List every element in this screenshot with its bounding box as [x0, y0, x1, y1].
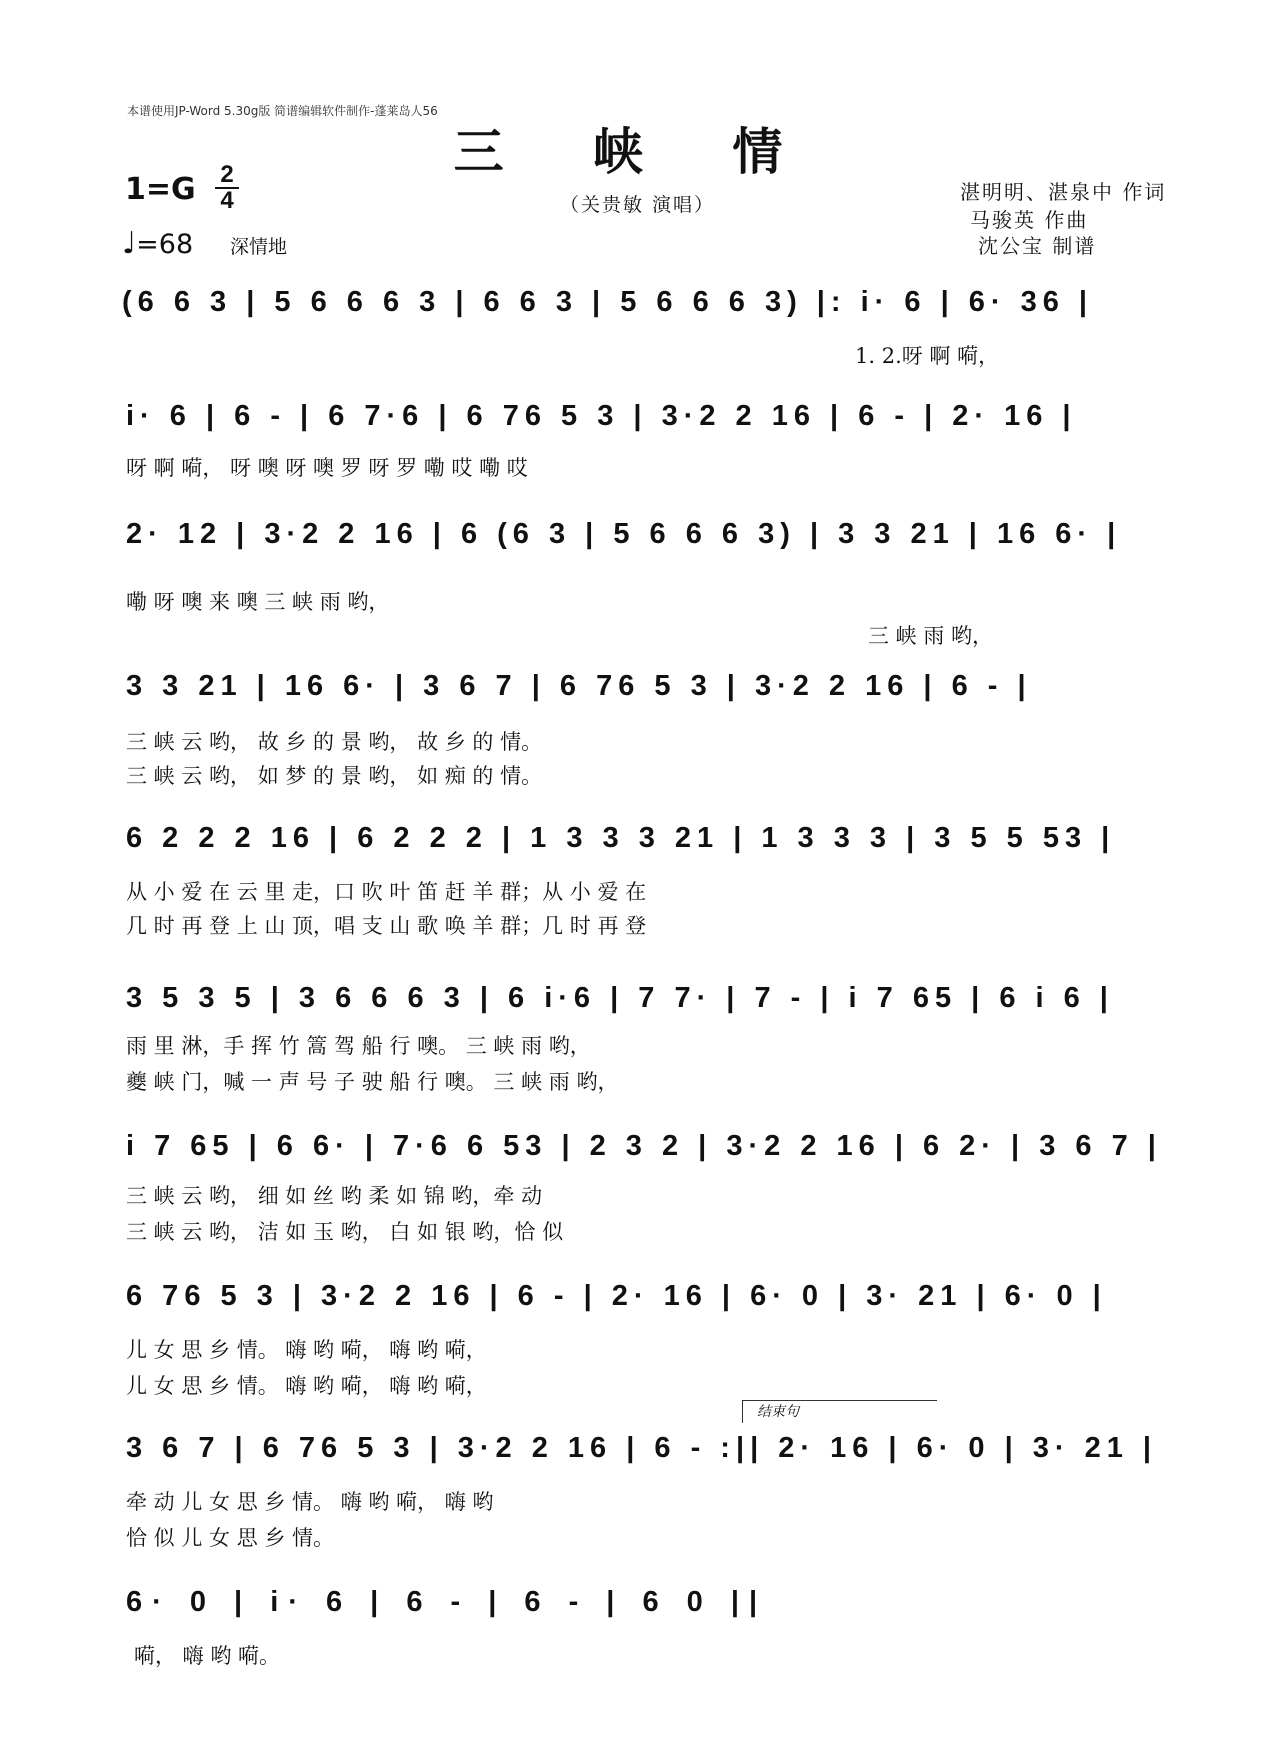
- song-title: 三 峡 情: [453, 122, 819, 181]
- lyrics-verse-2: 恰 似 儿 女 思 乡 情。: [126, 1526, 335, 1550]
- staff-row-5: [0, 818, 1272, 858]
- lyrics-verse-1: 儿 女 思 乡 情。 嗨 哟 嗬， 嗨 哟 嗬，: [126, 1338, 487, 1362]
- lyrics-verse-1: 呀 啊 嗬， 呀 噢 呀 噢 罗 呀 罗 嘞 哎 嘞 哎: [126, 456, 528, 480]
- lyrics-verse-1: 1. 2.呀 啊 嗬，: [855, 344, 1000, 368]
- lyrics-verse-2: 三 峡 云 哟， 洁 如 玉 哟， 白 如 银 哟，恰 似: [126, 1220, 564, 1244]
- quarter-note-icon: ♩: [122, 226, 137, 261]
- time-bottom: 4: [220, 187, 234, 214]
- notation-line: 2· 12 | 3·2 2 16 | 6 (6 3 | 5 6 6 6 3) | 3 3 21 | 16 6· |: [126, 518, 1122, 550]
- staff-row-8: [0, 1276, 1272, 1316]
- staff-row-7: [0, 1126, 1272, 1166]
- time-top: 2: [220, 161, 234, 188]
- staff-row-6: [0, 978, 1272, 1018]
- software-credit: 本谱使用JP-Word 5.30g版 简谱编辑软件制作-蓬莱岛人56: [127, 104, 438, 118]
- notation-line: 6 76 5 3 | 3·2 2 16 | 6 - | 2· 16 | 6· 0 | 3· 21 | 6· 0 |: [126, 1280, 1107, 1312]
- notation-line: 3 5 3 5 | 3 6 6 6 3 | 6 i·6 | 7 7· | 7 - | i 7 65 | 6 i 6 |: [126, 982, 1114, 1014]
- lyrics-verse-1: 嘞 呀 噢 来 噢 三 峡 雨 哟，: [126, 590, 390, 614]
- lyrics-verse-2: 几 时 再 登 上 山 顶，唱 支 山 歌 唤 羊 群；几 时 再 登: [126, 914, 647, 938]
- notation-line: i· 6 | 6 - | 6 7·6 | 6 76 5 3 | 3·2 2 16 | 6 - | 2· 16 |: [126, 400, 1077, 432]
- staff-row-10: [0, 1582, 1272, 1622]
- staff-row-2: [0, 396, 1272, 436]
- notation-line: (6 6 3 | 5 6 6 6 3 | 6 6 3 | 5 6 6 6 3) |: i· 6 | 6· 36 |: [122, 286, 1094, 318]
- lyrics-verse-1: 雨 里 淋，手 挥 竹 篙 驾 船 行 噢。 三 峡 雨 哟，: [126, 1034, 591, 1058]
- key-signature: 1=G: [125, 172, 196, 207]
- tempo-marking: [122, 226, 193, 261]
- lyrics-verse-2: 儿 女 思 乡 情。 嗨 哟 嗬， 嗨 哟 嗬，: [126, 1374, 487, 1398]
- notation-line: 3 3 21 | 16 6· | 3 6 7 | 6 76 5 3 | 3·2 2 16 | 6 - |: [126, 670, 1032, 702]
- staff-row-1: [0, 282, 1272, 322]
- staff-row-4: [0, 666, 1272, 706]
- notation-line: 6 2 2 2 16 | 6 2 2 2 | 1 3 3 3 21 | 1 3 3 3 | 3 5 5 53 |: [126, 822, 1116, 854]
- arranger-credit: 沈公宝 制谱: [978, 234, 1097, 258]
- lyrics-verse-1: 三 峡 云 哟， 故 乡 的 景 哟， 故 乡 的 情。: [126, 730, 543, 754]
- composer-credit: 马骏英 作曲: [970, 208, 1089, 232]
- lyrics-verse-1: 嗬， 嗨 哟 嗬。: [134, 1644, 281, 1668]
- lyrics-verse-2: 三 峡 云 哟， 如 梦 的 景 哟， 如 痴 的 情。: [126, 764, 543, 788]
- lyrics-verse-1: 牵 动 儿 女 思 乡 情。 嗨 哟 嗬， 嗨 哟: [126, 1490, 494, 1514]
- staff-row-9: [0, 1428, 1272, 1468]
- lyrics-verse-1: 三 峡 云 哟， 细 如 丝 哟 柔 如 锦 哟，牵 动: [126, 1184, 543, 1208]
- lyrics-verse-1: 从 小 爱 在 云 里 走，口 吹 叶 笛 赶 羊 群；从 小 爱 在: [126, 880, 647, 904]
- lyrics-verse-2: 夔 峡 门，喊 一 声 号 子 驶 船 行 噢。 三 峡 雨 哟，: [126, 1070, 619, 1094]
- lyrics-verse-2: 三 峡 雨 哟，: [868, 624, 994, 648]
- staff-row-3: [0, 514, 1272, 554]
- lyricist-credit: 湛明明、湛泉中 作词: [960, 180, 1167, 204]
- notation-line: 3 6 7 | 6 76 5 3 | 3·2 2 16 | 6 - :|| 2· 16 | 6· 0 | 3· 21 |: [126, 1432, 1158, 1464]
- tempo-value: =68: [136, 229, 194, 260]
- time-signature: [215, 161, 239, 214]
- expression-marking: 深情地: [230, 236, 288, 258]
- notation-line: 6· 0 | i· 6 | 6 - | 6 - | 6 0 ||: [126, 1586, 768, 1618]
- singer-credit: （关贵敏 演唱）: [560, 194, 716, 216]
- notation-line: i 7 65 | 6 6· | 7·6 6 53 | 2 3 2 | 3·2 2 16 | 6 2· | 3 6 7 |: [126, 1130, 1162, 1162]
- ending-bracket: 结束句: [742, 1400, 937, 1423]
